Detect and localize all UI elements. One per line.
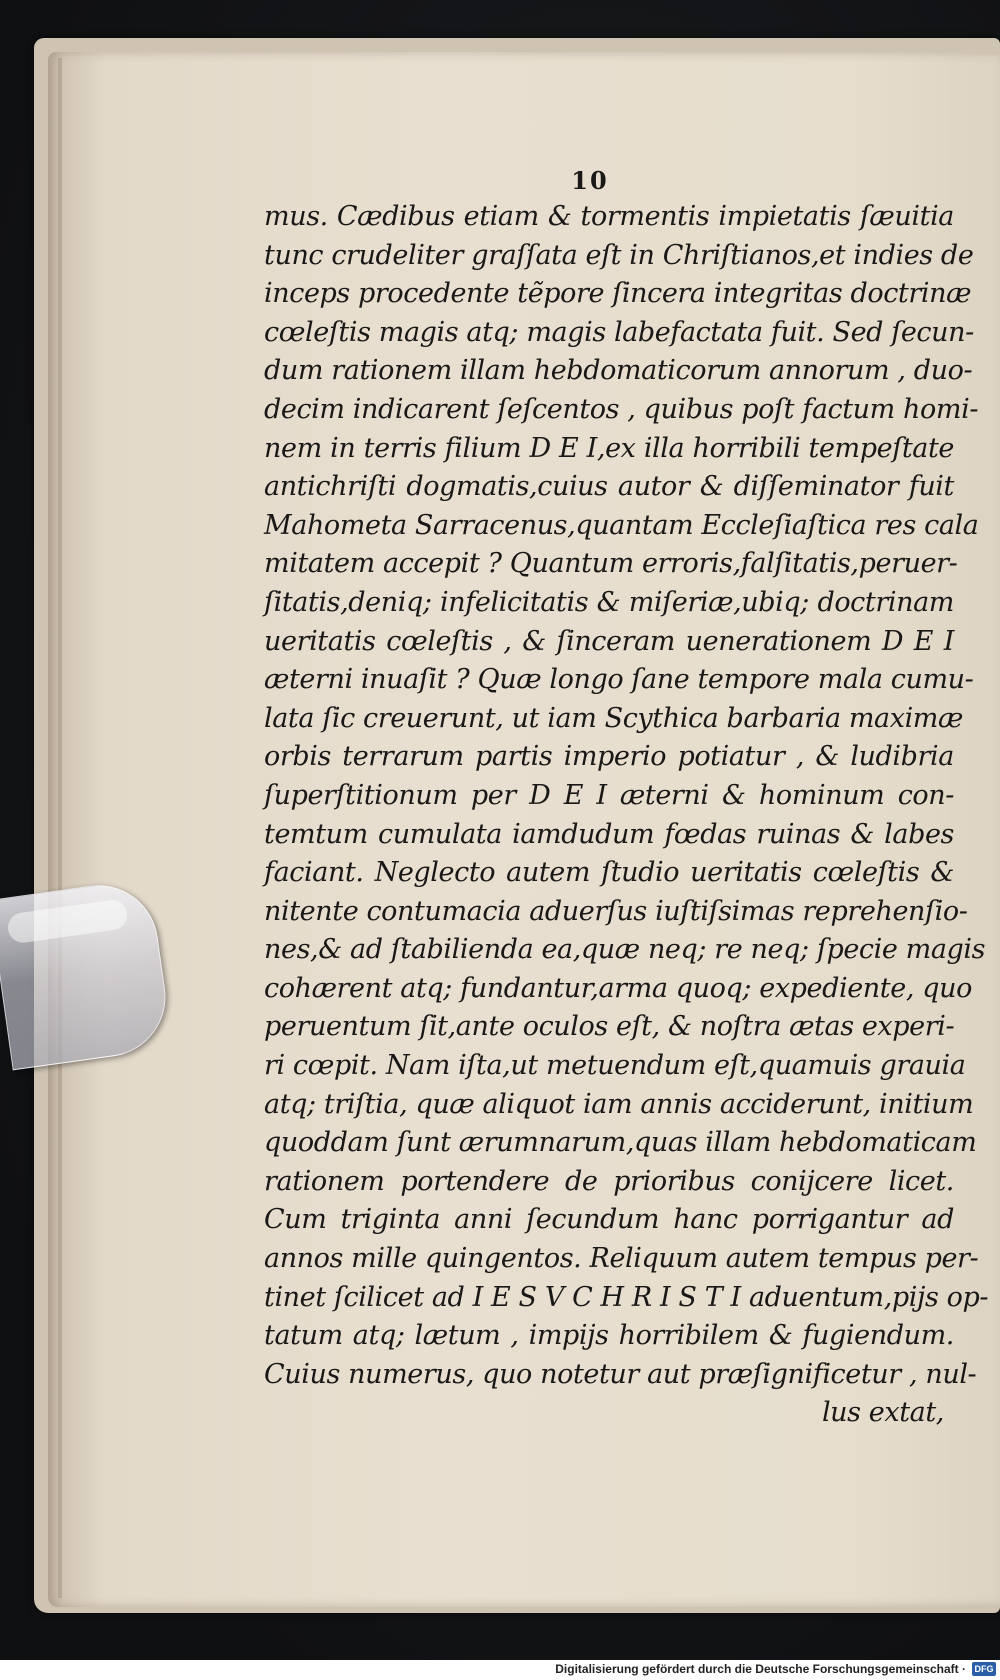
text-line: tinet ſcilicet ad I E S V C H R I S T I aduentum,pijs op- [264, 1281, 989, 1313]
text-line: orbis terrarum partis imperio potiatur , & ludibria [264, 741, 954, 773]
text-line: antichriſti dogmatis,cuius autor & diſſeminator fuit [264, 471, 954, 503]
clip-shine [6, 898, 129, 944]
text-line: ueritatis cœleſtis , & ſinceram uenerationem D E I [264, 625, 954, 657]
text-line: ſuperſtitionum per D E I æterni & hominum con- [264, 779, 954, 811]
text-line: decim indicarent ſeſcentos , quibus poſt factum homi- [264, 393, 979, 425]
text-line: ri cœpit. Nam iſta,ut metuendum eſt,quamuis grauia [264, 1050, 966, 1082]
text-line: dum rationem illam hebdomaticorum annorum , duo- [264, 355, 973, 387]
page-number: 10 [571, 166, 609, 195]
funding-credit: Digitalisierung gefördert durch die Deutsche Forschungsgemeinschaft · [555, 1662, 966, 1676]
text-line: Mahometa Sarracenus,quantam Eccleſiaſtica res cala [264, 509, 979, 541]
text-line: faciant. Neglecto autem ſtudio ueritatis cœleſtis & [264, 857, 954, 889]
text-line-last: lus extat, [821, 1397, 944, 1429]
text-line: lata ſic creuerunt, ut iam Scythica barbaria maximæ [264, 702, 963, 734]
dfg-logo-icon: DFG [972, 1662, 996, 1676]
text-line: annos mille quingentos. Reliquum autem tempus per- [264, 1243, 979, 1275]
text-line: tatum atq; lætum , impijs horribilem & fugiendum. [264, 1320, 954, 1352]
text-line: cœleſtis magis atq; magis labefactata fuit. Sed ſecun- [264, 316, 974, 348]
text-line: atq; triſtia, quæ aliquot iam annis acciderunt, initium [264, 1088, 974, 1120]
text-line: nes,& ad ſtabilienda ea,quæ neq; re neq; ſpecie magis [264, 934, 986, 966]
text-line: inceps procedente tẽpore ſincera integritas doctrinæ [264, 278, 972, 310]
text-line: ſitatis,deniq; infelicitatis & miſeriæ,ubiq; doctrinam [264, 586, 954, 618]
text-line: quoddam ſunt ærumnarum,quas illam hebdomaticam [264, 1127, 977, 1159]
text-line: mitatem accepit ? Quantum erroris,falſitatis,peruer- [264, 548, 958, 580]
text-line: nitente contumacia aduerſus iuſtiſsimas reprehenſio- [264, 895, 968, 927]
body-text [264, 198, 989, 1433]
text-line: nem in terris filium D E I,ex illa horribili tempeſtate [264, 432, 954, 464]
page-gutter [58, 58, 62, 1598]
text-line: mus. Cædibus etiam & tormentis impietatis ſæuitia [264, 201, 954, 232]
text-line: temtum cumulata iamdudum fœdas ruinas & labes [264, 818, 954, 850]
text-line: tunc crudeliter graſſata eſt in Chriſtianos,et indies de [264, 239, 974, 271]
text-line: Cum triginta anni ſecundum hanc porrigantur ad [264, 1204, 954, 1236]
text-line: rationem portendere de prioribus conijcere licet. [264, 1165, 954, 1197]
text-line: æterni inuaſit ? Quæ longo ſane tempore mala cumu- [264, 664, 974, 696]
text-line: cohærent atq; fundantur,arma quoq; expediente, quo [264, 972, 972, 1004]
text-line: Cuius numerus, quo notetur aut præſignificetur , nul- [264, 1358, 977, 1390]
text-line: peruentum ſit,ante oculos eſt, & noſtra ætas experi- [264, 1011, 955, 1043]
